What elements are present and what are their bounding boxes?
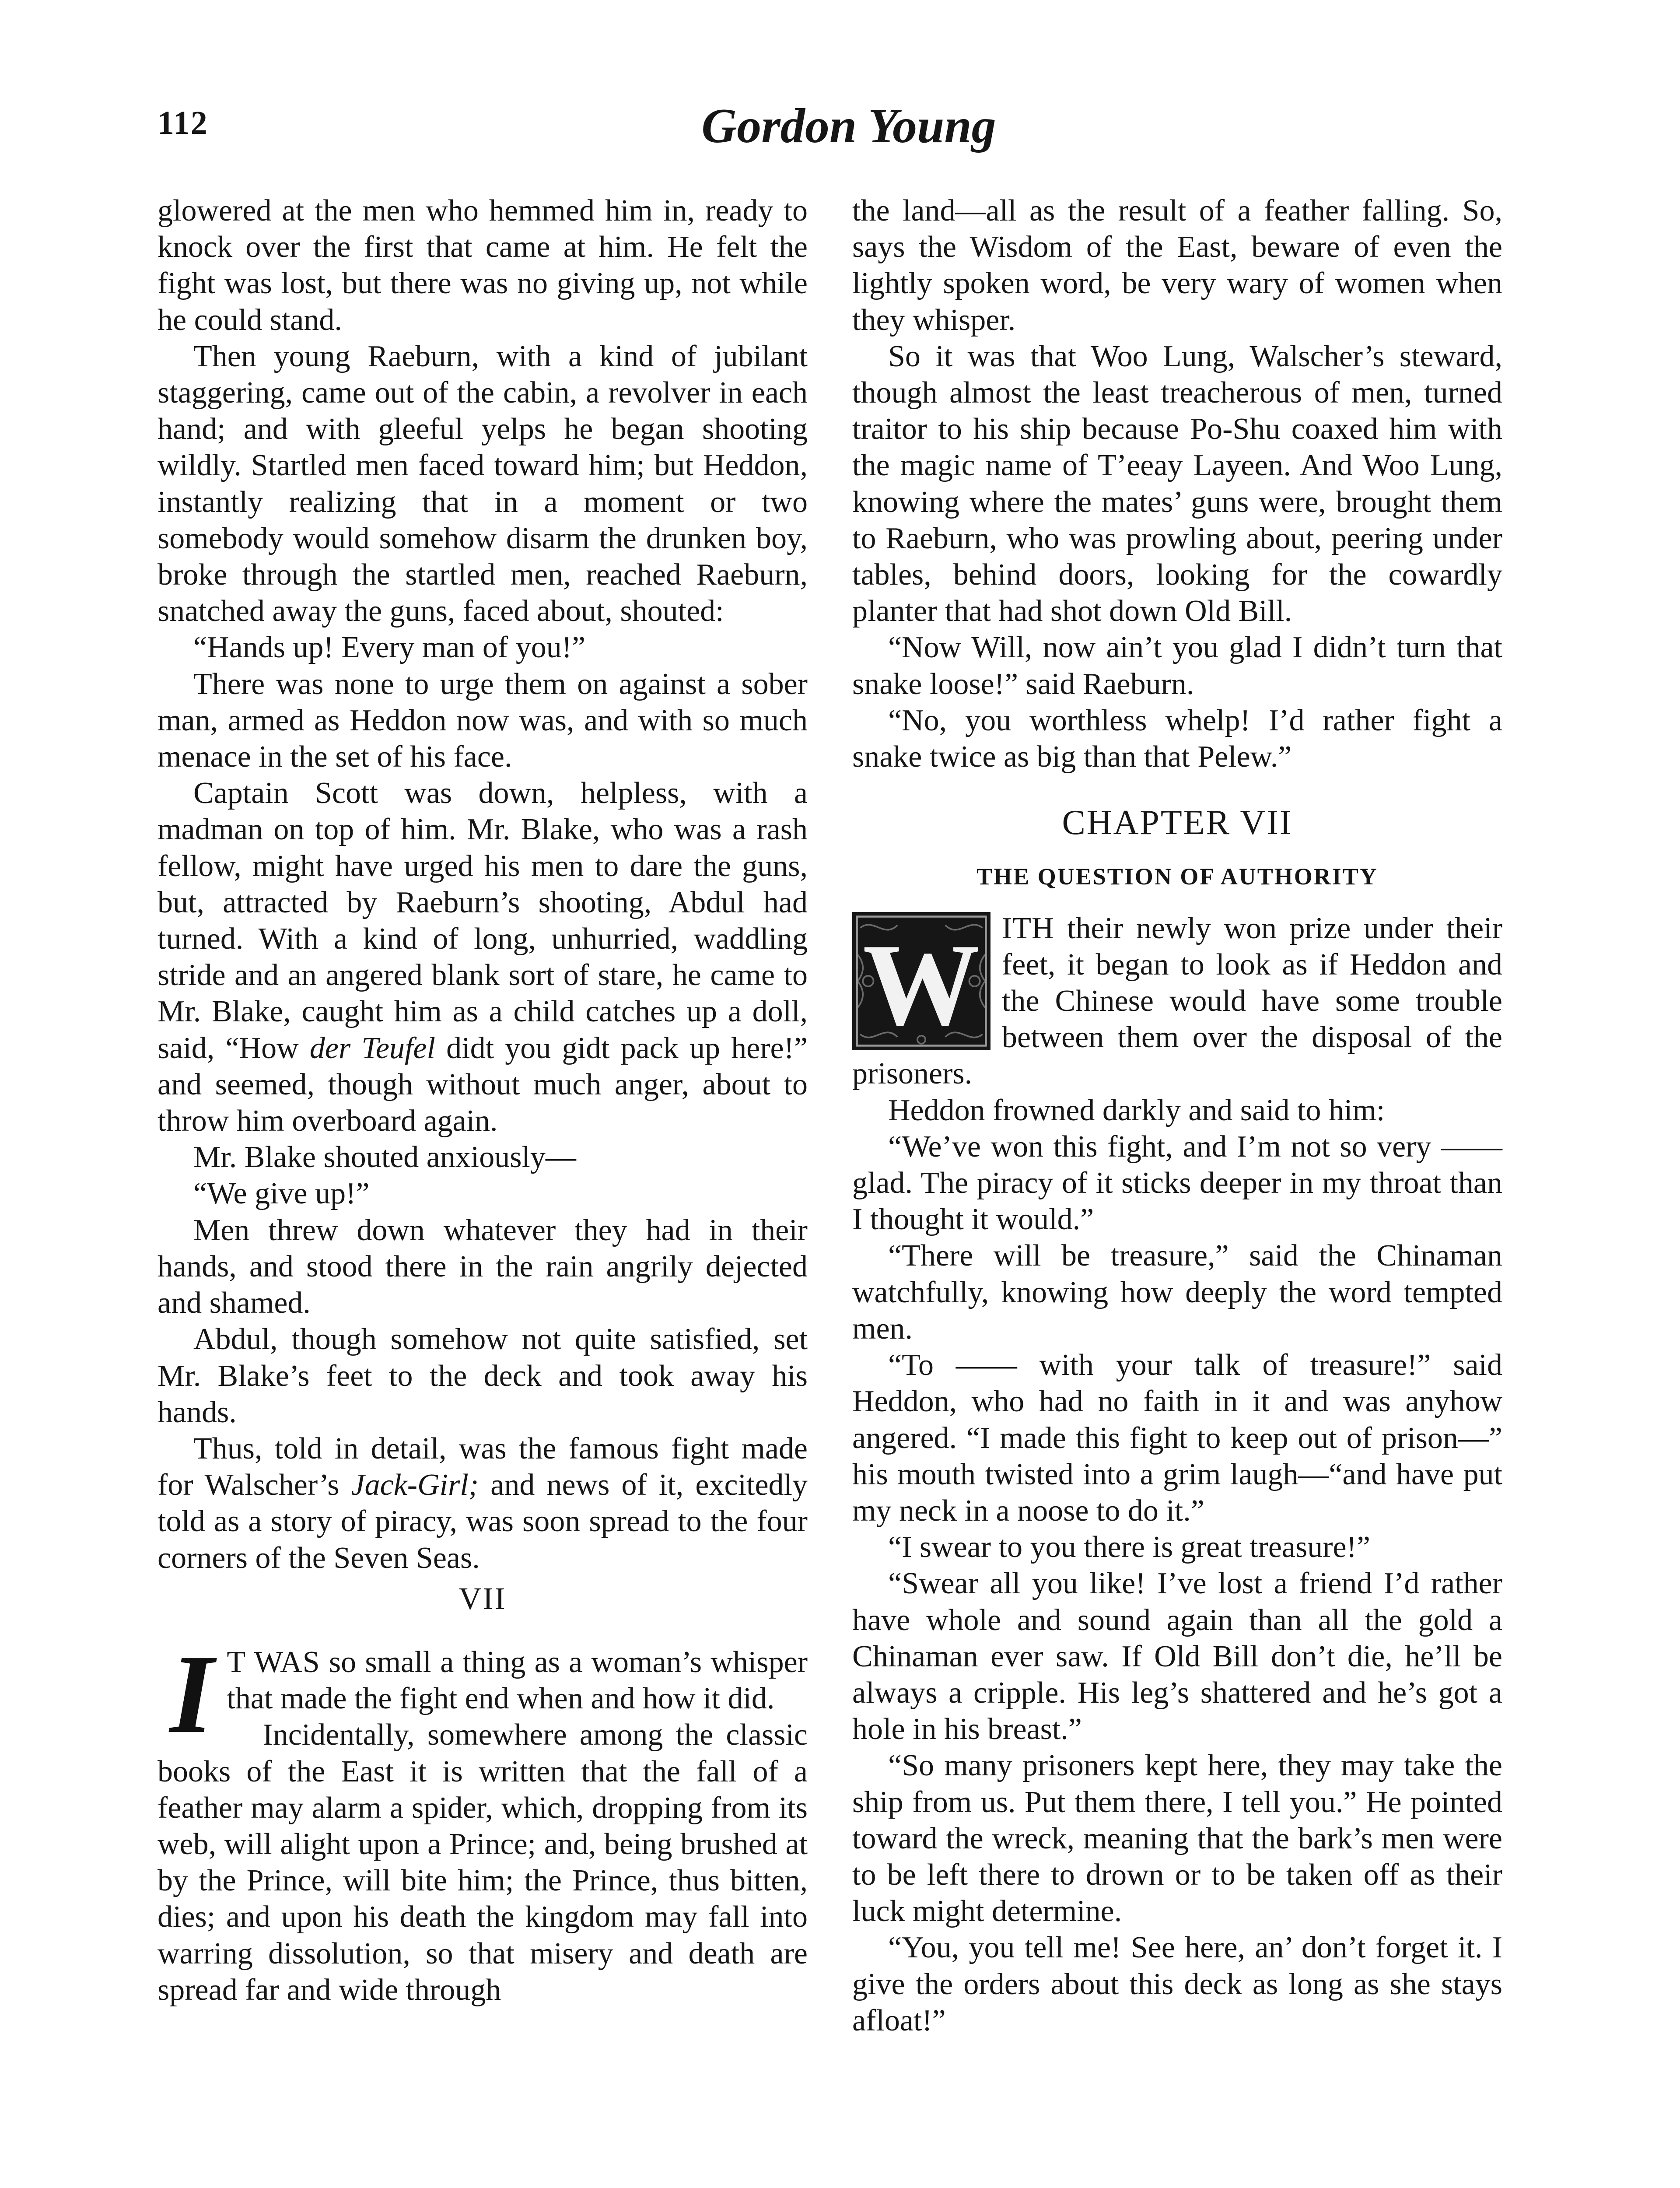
lead-in-caps: T WAS: [227, 1645, 320, 1679]
text-run: didt you gidt pack up here!” and seemed, though without much anger, about to throw him overboard again.: [158, 1031, 808, 1138]
paragraph: “So many prisoners kept here, they may take the ship from us. Put them there, I tell you.” He pointed toward the wreck, meaning that the bark’s men were to be left there to drown or to be taken off as their luck might determine.: [852, 1749, 1502, 1929]
paragraph: “I swear to you there is great treasure!”: [888, 1530, 1370, 1564]
running-title: Gordon Young: [701, 99, 996, 153]
paragraph: “You, you tell me! See here, an’ don’t forget it. I give the orders about this deck as long as she stays afloat!”: [852, 1931, 1502, 2037]
paragraph: Heddon frowned darkly and said to him:: [888, 1093, 1385, 1127]
paragraph: “Hands up! Every man of you!”: [193, 631, 586, 665]
paragraph: [158, 1431, 808, 1576]
chapter-subtitle: THE QUESTION OF AUTHORITY: [976, 863, 1378, 890]
paragraph: the land—all as the result of a feather falling. So, says the Wisdom of the East, beware of even the lightly spoken word, be very wary of women when they whisper.: [852, 194, 1502, 337]
paragraph: Men threw down whatever they had in their hands, and stood there in the rain angrily dejected and shamed.: [158, 1213, 808, 1320]
paragraph: [852, 910, 1502, 1092]
paragraph: “We’ve won this fight, and I’m not so very —— glad. The piracy of it sticks deeper in my throat than I thought it would.”: [852, 1129, 1502, 1237]
lead-in-caps: ITH: [1002, 911, 1054, 945]
drop-cap: I: [170, 1631, 214, 1757]
chapter-title: CHAPTER VII: [1062, 803, 1293, 842]
paragraph: “There will be treasure,” said the Chinaman watchfully, knowing how deeply the word tempted men.: [852, 1239, 1502, 1346]
ship-name: Jack-Girl;: [351, 1468, 479, 1502]
paragraph: There was none to urge them on against a sober man, armed as Heddon now was, and with so much menace in the set of his face.: [158, 667, 808, 774]
text-run: Thus, told in detail, was the famous fight made for Walscher’s: [158, 1431, 808, 1502]
paragraph: Then young Raeburn, with a kind of jubilant staggering, came out of the cabin, a revolver in each hand; and with gleeful yelps he began shooting wildly. Startled men faced toward him; but Heddon, instantly realizing that in a moment or two somebody would somehow disarm the drunken boy, broke through the startled men, reached Raeburn, snatched away the guns, faced about, shouted:: [158, 339, 808, 628]
ornamental-drop-cap: [852, 912, 990, 1050]
italic-phrase: der Teufel: [309, 1031, 435, 1065]
text-run: their newly won prize under their feet, it began to look as if Heddon and the Chinese would have some trouble between them over the disposal of the prisoners.: [852, 911, 1502, 1091]
paragraph: “Now Will, now ain’t you glad I didn’t turn that snake loose!” said Raeburn.: [852, 631, 1502, 701]
drop-cap-letter: W: [863, 919, 980, 1049]
right-column: [852, 193, 1502, 2039]
paragraph: So it was that Woo Lung, Walscher’s steward, though almost the least treacherous of men, turned traitor to his ship because Po-Shu coaxed him with the magic name of T’eeay Layeen. And Woo Lung, knowing where the mates’ guns were, brought them to Raeburn, who was prowling about, peering under tables, behind doors, looking for the cowardly planter that had shot down Old Bill.: [852, 339, 1502, 628]
paragraph: Incidentally, somewhere among the classic books of the East it is written that the fall of a feather may alarm a spider, which, dropping from its web, will alight upon a Prince; and, being brushed at by the Prince, will bite him; the Prince, thus bitten, dies; and upon his death the kingdom may fall into warring dissolution, so that misery and death are spread far and wide through: [158, 1718, 808, 2007]
paragraph: “No, you worthless whelp! I’d rather fight a snake twice as big than that Pelew.”: [852, 703, 1502, 774]
paragraph: [158, 775, 808, 1139]
paragraph: Abdul, though somehow not quite satisfied, set Mr. Blake’s feet to the deck and took away his hands.: [158, 1322, 808, 1429]
section-heading: VII: [458, 1581, 507, 1616]
paragraph: [158, 1631, 808, 1757]
text-run: Captain Scott was down, helpless, with a madman on top of him. Mr. Blake, who was a rash fellow, might have urged his men to dare the guns, but, attracted by Raeburn’s shooting, Abdul had turned. With a kind of long, unhurried, waddling stride and an angered blank sort of stare, he came to Mr. Blake, caught him as a child catches up a doll, said, “How: [158, 776, 808, 1065]
page-number: 112: [158, 105, 208, 141]
paragraph: “To —— with your talk of treasure!” said Heddon, who had no faith in it and was anyhow angered. “I made this fight to keep out of prison—” his mouth twisted into a grim laugh—“and have put my neck in a noose to do it.”: [852, 1348, 1502, 1528]
paragraph: “We give up!”: [193, 1177, 370, 1211]
paragraph: Mr. Blake shouted anxiously—: [193, 1140, 576, 1175]
text-run: and news of it, excitedly told as a story of piracy, was soon spread to the four corners of the Seven Seas.: [158, 1468, 808, 1575]
left-column: [158, 193, 808, 2008]
paragraph: “Swear all you like! I’ve lost a friend I’d rather have whole and sound again than all the gold a Chinaman ever saw. If Old Bill don’t die, he’ll be always a cripple. His leg’s shattered and he’s got a hole in his breast.”: [852, 1567, 1502, 1746]
paragraph: glowered at the men who hemmed him in, ready to knock over the first that came at him. He felt the fight was lost, but there was no giving up, not while he could stand.: [158, 194, 808, 337]
text-run: so small a thing as a woman’s whisper that made the fight end when and how it did.: [227, 1645, 808, 1716]
